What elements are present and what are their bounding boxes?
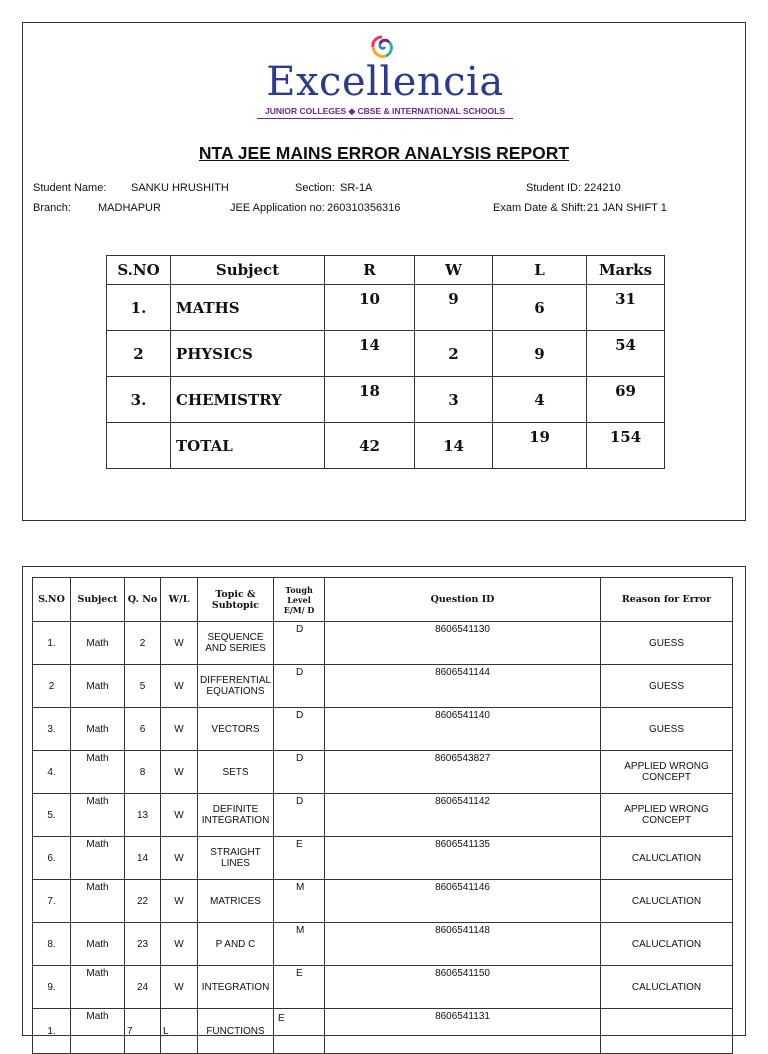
summary-subject: MATHS xyxy=(171,285,325,331)
errors-header-qno: Q. No xyxy=(125,578,161,622)
summary-w: 2 xyxy=(415,331,493,377)
summary-header-subject: Subject xyxy=(171,256,325,285)
table-row xyxy=(33,923,733,966)
summary-sno: 1. xyxy=(107,285,171,331)
table-row xyxy=(33,622,733,665)
table-row xyxy=(33,1009,733,1054)
section-value: SR-1A xyxy=(340,182,373,194)
table-row xyxy=(33,751,733,794)
error-wl: W xyxy=(161,880,198,923)
error-subject: Math xyxy=(71,880,125,923)
exam-label: Exam Date & Shift: xyxy=(493,202,586,214)
summary-header-sno: S.NO xyxy=(107,256,171,285)
error-sno: 8. xyxy=(33,923,71,966)
table-row xyxy=(33,708,733,751)
error-qno: 2 xyxy=(125,622,161,665)
excellencia-logo xyxy=(255,34,515,120)
table-row xyxy=(33,794,733,837)
errors-header-subject: Subject xyxy=(71,578,125,622)
error-wl: W xyxy=(161,708,198,751)
logo-tagline: JUNIOR COLLEGES ◆ CBSE & INTERNATIONAL SCHOOLS xyxy=(257,106,513,119)
error-tough: M xyxy=(274,923,325,966)
error-reason: CALUCLATION xyxy=(601,880,733,923)
error-qno: 14 xyxy=(125,837,161,880)
error-sno: 5. xyxy=(33,794,71,837)
error-reason: APPLIED WRONG CONCEPT xyxy=(601,751,733,794)
error-reason: GUESS xyxy=(601,665,733,708)
error-tough: E xyxy=(274,1009,325,1054)
error-qno: 23 xyxy=(125,923,161,966)
error-subject: Math xyxy=(71,622,125,665)
summary-subject: TOTAL xyxy=(171,423,325,469)
error-subject: Math xyxy=(71,1009,125,1054)
error-qid: 8606541146 xyxy=(325,880,601,923)
student-name-label: Student Name: xyxy=(33,182,107,194)
error-sno: 1. xyxy=(33,1009,71,1054)
summary-r: 10 xyxy=(325,285,415,331)
student-id-label: Student ID: xyxy=(526,182,582,194)
summary-l: 19 xyxy=(493,423,587,469)
table-row xyxy=(33,665,733,708)
error-reason xyxy=(601,1009,733,1054)
error-qid: 8606541144 xyxy=(325,665,601,708)
error-tough: D xyxy=(274,708,325,751)
errors-header-wl: W/L xyxy=(161,578,198,622)
summary-w: 3 xyxy=(415,377,493,423)
errors-header-sno: S.NO xyxy=(33,578,71,622)
summary-subject: PHYSICS xyxy=(171,331,325,377)
table-row xyxy=(107,331,665,377)
error-subject: Math xyxy=(71,751,125,794)
table-row xyxy=(33,880,733,923)
error-qno: 8 xyxy=(125,751,161,794)
summary-header-marks: Marks xyxy=(587,256,665,285)
error-qid: 8606541150 xyxy=(325,966,601,1009)
logo-swirl-icon xyxy=(368,34,396,62)
error-qid: 8606541130 xyxy=(325,622,601,665)
exam-value: 21 JAN SHIFT 1 xyxy=(587,202,667,214)
application-value: 260310356316 xyxy=(327,202,401,214)
error-wl: W xyxy=(161,622,198,665)
student-name-value: SANKU HRUSHITH xyxy=(131,182,229,194)
error-wl: L xyxy=(161,1009,198,1054)
errors-header-qid: Question ID xyxy=(325,578,601,622)
error-reason: CALUCLATION xyxy=(601,837,733,880)
summary-sno: 3. xyxy=(107,377,171,423)
error-wl: W xyxy=(161,794,198,837)
error-reason: GUESS xyxy=(601,622,733,665)
error-qno: 6 xyxy=(125,708,161,751)
error-tough: M xyxy=(274,880,325,923)
error-qid: 8606541140 xyxy=(325,708,601,751)
error-topic: SETS xyxy=(198,751,274,794)
error-topic: P AND C xyxy=(198,923,274,966)
summary-r: 14 xyxy=(325,331,415,377)
branch-label: Branch: xyxy=(33,202,71,214)
branch-value: MADHAPUR xyxy=(98,202,161,214)
error-tough: D xyxy=(274,622,325,665)
error-subject: Math xyxy=(71,837,125,880)
summary-marks: 154 xyxy=(587,423,665,469)
error-reason: CALUCLATION xyxy=(601,923,733,966)
section-label: Section: xyxy=(295,182,335,194)
error-sno: 6. xyxy=(33,837,71,880)
error-sno: 3. xyxy=(33,708,71,751)
error-topic: VECTORS xyxy=(198,708,274,751)
error-sno: 4. xyxy=(33,751,71,794)
application-label: JEE Application no: xyxy=(230,202,325,214)
error-reason: GUESS xyxy=(601,708,733,751)
summary-r: 18 xyxy=(325,377,415,423)
error-sno: 7. xyxy=(33,880,71,923)
error-wl: W xyxy=(161,923,198,966)
summary-header-r: R xyxy=(325,256,415,285)
errors-header-tough-label: Tough Level xyxy=(285,584,313,605)
summary-w: 14 xyxy=(415,423,493,469)
summary-header-row xyxy=(107,256,665,285)
summary-sno xyxy=(107,423,171,469)
error-qid: 8606541135 xyxy=(325,837,601,880)
error-subject: Math xyxy=(71,708,125,751)
error-qid: 8606541148 xyxy=(325,923,601,966)
error-wl: W xyxy=(161,966,198,1009)
logo-name: Excellencia xyxy=(266,59,504,105)
error-wl: W xyxy=(161,751,198,794)
error-tough: D xyxy=(274,751,325,794)
error-qid: 8606541142 xyxy=(325,794,601,837)
errors-header-reason: Reason for Error xyxy=(601,578,733,622)
summary-l: 9 xyxy=(493,331,587,377)
error-topic: INTEGRATION xyxy=(198,966,274,1009)
error-qid: 8606543827 xyxy=(325,751,601,794)
summary-l: 4 xyxy=(493,377,587,423)
error-qno: 5 xyxy=(125,665,161,708)
error-topic: MATRICES xyxy=(198,880,274,923)
error-tough: E xyxy=(274,966,325,1009)
errors-header-tough-scale: E/M/ D xyxy=(283,604,315,615)
error-subject: Math xyxy=(71,923,125,966)
error-tough: D xyxy=(274,794,325,837)
summary-r: 42 xyxy=(325,423,415,469)
error-topic: SEQUENCE AND SERIES xyxy=(198,622,274,665)
error-topic: STRAIGHT LINES xyxy=(198,837,274,880)
error-qid: 8606541131 xyxy=(325,1009,601,1054)
error-topic: DEFINITE INTEGRATION xyxy=(198,794,274,837)
error-qno: 24 xyxy=(125,966,161,1009)
error-reason: CALUCLATION xyxy=(601,966,733,1009)
error-qno: 22 xyxy=(125,880,161,923)
report-title: NTA JEE MAINS ERROR ANALYSIS REPORT xyxy=(198,143,570,163)
summary-subject: CHEMISTRY xyxy=(171,377,325,423)
summary-marks: 54 xyxy=(587,331,665,377)
errors-header-row xyxy=(33,578,733,622)
error-qno: 13 xyxy=(125,794,161,837)
summary-l: 6 xyxy=(493,285,587,331)
table-row xyxy=(107,423,665,469)
summary-header-w: W xyxy=(415,256,493,285)
error-topic: DIFFERENTIAL EQUATIONS xyxy=(198,665,274,708)
table-row xyxy=(33,966,733,1009)
error-reason: APPLIED WRONG CONCEPT xyxy=(601,794,733,837)
error-wl: W xyxy=(161,665,198,708)
error-tough: D xyxy=(274,665,325,708)
errors-header-tough xyxy=(274,578,325,622)
error-tough: E xyxy=(274,837,325,880)
error-analysis-table xyxy=(32,577,733,1054)
table-row xyxy=(107,377,665,423)
error-qno: 7 xyxy=(125,1009,161,1054)
summary-marks: 31 xyxy=(587,285,665,331)
error-sno: 1. xyxy=(33,622,71,665)
student-id-value: 224210 xyxy=(584,182,621,194)
error-subject: Math xyxy=(71,966,125,1009)
error-topic: FUNCTIONS xyxy=(198,1009,274,1054)
error-subject: Math xyxy=(71,794,125,837)
summary-w: 9 xyxy=(415,285,493,331)
error-wl: W xyxy=(161,837,198,880)
errors-header-topic: Topic & Subtopic xyxy=(198,578,274,622)
summary-sno: 2 xyxy=(107,331,171,377)
error-sno: 9. xyxy=(33,966,71,1009)
summary-table xyxy=(106,255,665,469)
table-row xyxy=(107,285,665,331)
summary-header-l: L xyxy=(493,256,587,285)
summary-marks: 69 xyxy=(587,377,665,423)
table-row xyxy=(33,837,733,880)
error-sno: 2 xyxy=(33,665,71,708)
error-subject: Math xyxy=(71,665,125,708)
